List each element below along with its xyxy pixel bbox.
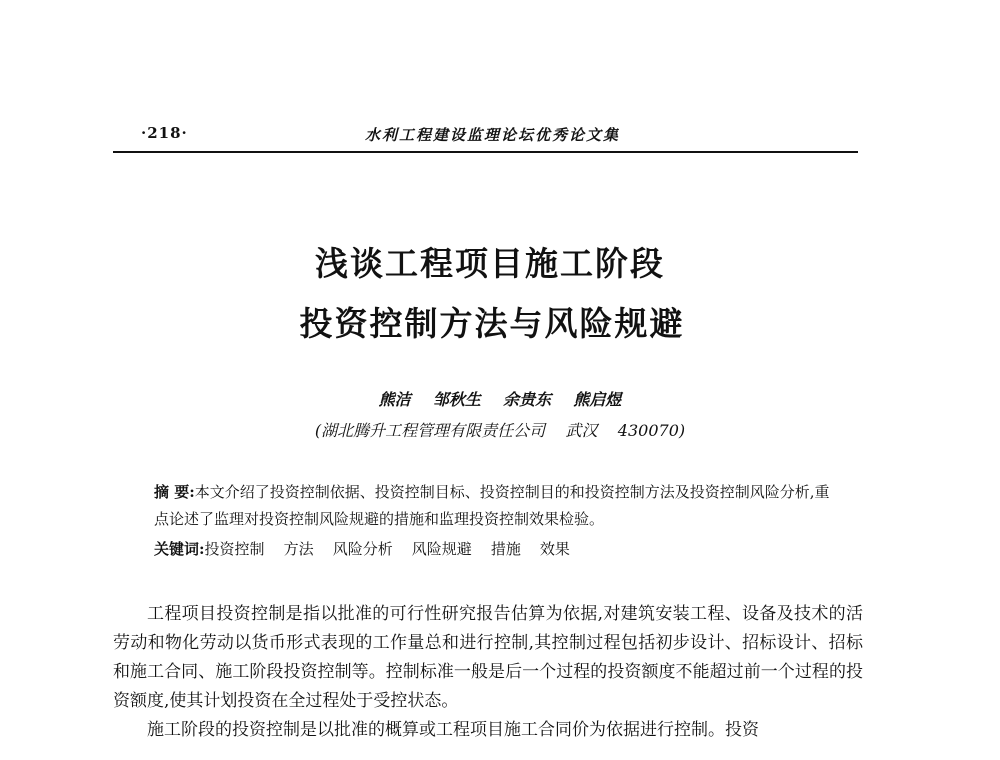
running-head — [115, 124, 855, 150]
article-title-line-1: 浅谈工程项目施工阶段 — [315, 244, 665, 283]
page-number: ·218· — [141, 124, 188, 142]
journal-title: 水利工程建设监理论坛优秀论文集 — [365, 126, 621, 144]
abstract — [154, 479, 844, 533]
keywords-label: 关键词: — [154, 540, 205, 558]
keywords — [154, 538, 844, 559]
body-text — [113, 600, 863, 745]
header-rule — [113, 151, 858, 153]
abstract-text: 本文介绍了投资控制依据、投资控制目标、投资控制目的和投资控制方法及投资控制风险分析,重点论述了监理对投资控制风险规避的措施和监理投资控制效果检验。 — [154, 483, 830, 528]
body-paragraph-1: 工程项目投资控制是指以批准的可行性研究报告估算为依据,对建筑安装工程、设备及技术的活劳动和物化劳动以货币形式表现的工作量总和进行控制,其控制过程包括初步设计、招标设计、招标和施工合同、施工阶段投资控制等。控制标准一般是后一个过程的投资额度不能超过前一个过程的投资额度,使其计划投资在全过程处于受控状态。 — [113, 604, 863, 711]
article-title-line-2: 投资控制方法与风险规避 — [299, 304, 685, 343]
author-affiliation: (湖北腾升工程管理有限责任公司 武汉 430070) — [314, 421, 686, 440]
abstract-label: 摘 要: — [154, 483, 195, 501]
body-paragraph-2: 施工阶段的投资控制是以批准的概算或工程项目施工合同价为依据进行控制。投资 — [147, 720, 759, 740]
author-list: 熊洁 邹秋生 余贵东 熊启煜 — [378, 390, 622, 409]
keywords-text: 投资控制 方法 风险分析 风险规避 措施 效果 — [204, 540, 570, 558]
